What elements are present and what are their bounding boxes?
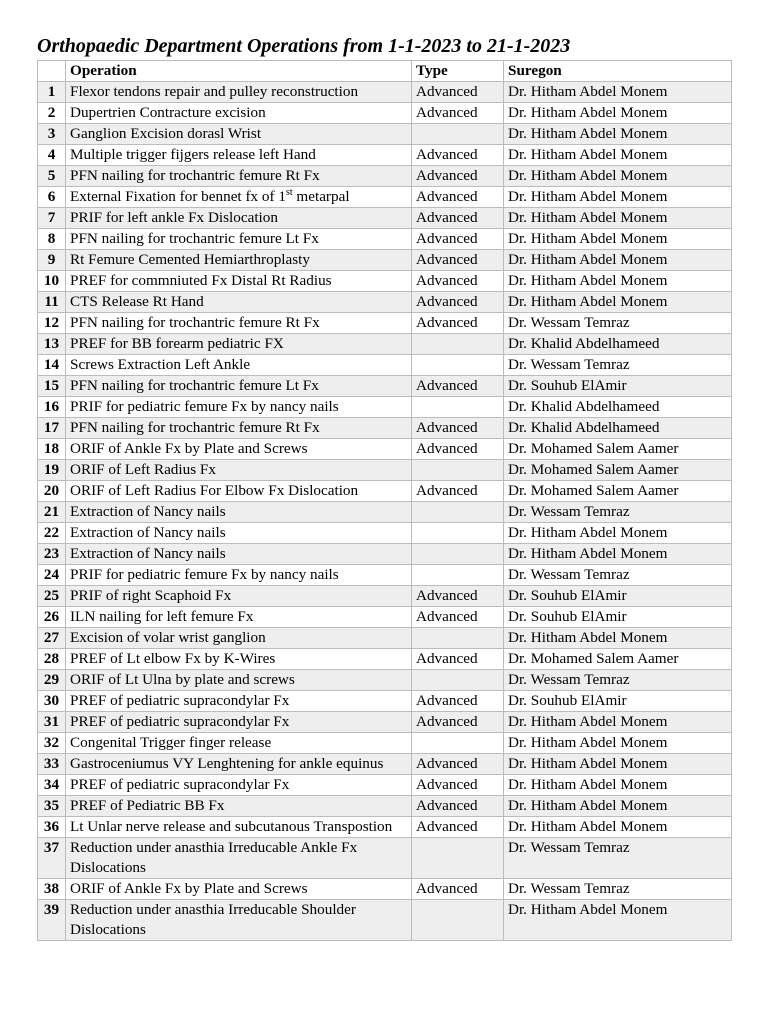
table-row xyxy=(38,271,732,292)
surgeon-cell: Dr. Mohamed Salem Aamer xyxy=(504,481,732,502)
surgeon-cell: Dr. Wessam Temraz xyxy=(504,670,732,691)
operation-cell: Dupertrien Contracture excision xyxy=(66,103,412,124)
row-number: 27 xyxy=(38,628,66,649)
operation-cell: PFN nailing for trochantric femure Lt Fx xyxy=(66,376,412,397)
row-number: 25 xyxy=(38,586,66,607)
surgeon-cell: Dr. Hitham Abdel Monem xyxy=(504,733,732,754)
operation-cell: Flexor tendons repair and pulley reconstruction xyxy=(66,82,412,103)
row-number: 4 xyxy=(38,145,66,166)
type-cell: Advanced xyxy=(412,145,504,166)
operation-cell: PREF of Pediatric BB Fx xyxy=(66,796,412,817)
operation-text: External Fixation for bennet fx of 1 xyxy=(70,188,286,205)
surgeon-cell: Dr. Mohamed Salem Aamer xyxy=(504,649,732,670)
operation-cell: Congenital Trigger finger release xyxy=(66,733,412,754)
header-operation: Operation xyxy=(66,61,412,82)
table-row xyxy=(38,754,732,775)
surgeon-cell: Dr. Hitham Abdel Monem xyxy=(504,166,732,187)
type-cell xyxy=(412,397,504,418)
table-row xyxy=(38,586,732,607)
type-cell: Advanced xyxy=(412,418,504,439)
row-number: 7 xyxy=(38,208,66,229)
operation-cell: PREF for commniuted Fx Distal Rt Radius xyxy=(66,271,412,292)
table-row xyxy=(38,397,732,418)
operation-cell: ILN nailing for left femure Fx xyxy=(66,607,412,628)
operation-cell: PREF of pediatric supracondylar Fx xyxy=(66,691,412,712)
row-number: 28 xyxy=(38,649,66,670)
page-title: Orthopaedic Department Operations from 1-1-2023 to 21-1-2023 xyxy=(37,35,571,57)
type-cell xyxy=(412,900,504,941)
table-row xyxy=(38,124,732,145)
table-body xyxy=(38,82,732,941)
row-number: 2 xyxy=(38,103,66,124)
type-cell: Advanced xyxy=(412,229,504,250)
row-number: 34 xyxy=(38,775,66,796)
type-cell xyxy=(412,334,504,355)
surgeon-cell: Dr. Hitham Abdel Monem xyxy=(504,712,732,733)
table-row xyxy=(38,460,732,481)
surgeon-cell: Dr. Hitham Abdel Monem xyxy=(504,250,732,271)
row-number: 38 xyxy=(38,879,66,900)
row-number: 6 xyxy=(38,187,66,208)
type-cell: Advanced xyxy=(412,82,504,103)
operation-cell: Extraction of Nancy nails xyxy=(66,502,412,523)
surgeon-cell: Dr. Souhub ElAmir xyxy=(504,691,732,712)
operation-cell: Excision of volar wrist ganglion xyxy=(66,628,412,649)
table-row xyxy=(38,817,732,838)
type-cell xyxy=(412,355,504,376)
type-cell: Advanced xyxy=(412,187,504,208)
table-row xyxy=(38,292,732,313)
table-row xyxy=(38,502,732,523)
row-number: 1 xyxy=(38,82,66,103)
operation-cell: PRIF of right Scaphoid Fx xyxy=(66,586,412,607)
surgeon-cell: Dr. Hitham Abdel Monem xyxy=(504,271,732,292)
row-number: 23 xyxy=(38,544,66,565)
row-number: 18 xyxy=(38,439,66,460)
operation-cell xyxy=(66,187,412,208)
table-row xyxy=(38,439,732,460)
surgeon-cell: Dr. Wessam Temraz xyxy=(504,502,732,523)
table-row xyxy=(38,229,732,250)
type-cell xyxy=(412,523,504,544)
row-number: 29 xyxy=(38,670,66,691)
surgeon-cell: Dr. Hitham Abdel Monem xyxy=(504,796,732,817)
row-number: 39 xyxy=(38,900,66,941)
operation-cell: Extraction of Nancy nails xyxy=(66,544,412,565)
table-row xyxy=(38,166,732,187)
surgeon-cell: Dr. Hitham Abdel Monem xyxy=(504,775,732,796)
table-row xyxy=(38,900,732,941)
surgeon-cell: Dr. Souhub ElAmir xyxy=(504,376,732,397)
header-surgeon: Suregon xyxy=(504,61,732,82)
surgeon-cell: Dr. Hitham Abdel Monem xyxy=(504,754,732,775)
operation-cell: PREF of pediatric supracondylar Fx xyxy=(66,712,412,733)
type-cell xyxy=(412,670,504,691)
table-row xyxy=(38,628,732,649)
type-cell: Advanced xyxy=(412,586,504,607)
row-number: 24 xyxy=(38,565,66,586)
operation-cell: PRIF for left ankle Fx Dislocation xyxy=(66,208,412,229)
table-row xyxy=(38,250,732,271)
operation-cell: Extraction of Nancy nails xyxy=(66,523,412,544)
type-cell xyxy=(412,838,504,879)
table-row xyxy=(38,565,732,586)
type-cell: Advanced xyxy=(412,439,504,460)
type-cell: Advanced xyxy=(412,103,504,124)
surgeon-cell: Dr. Hitham Abdel Monem xyxy=(504,208,732,229)
row-number: 21 xyxy=(38,502,66,523)
type-cell: Advanced xyxy=(412,250,504,271)
operation-cell: PREF for BB forearm pediatric FX xyxy=(66,334,412,355)
operation-cell: ORIF of Left Radius For Elbow Fx Dislocation xyxy=(66,481,412,502)
type-cell xyxy=(412,544,504,565)
row-number: 8 xyxy=(38,229,66,250)
table-row xyxy=(38,376,732,397)
row-number: 16 xyxy=(38,397,66,418)
table-row xyxy=(38,879,732,900)
surgeon-cell: Dr. Hitham Abdel Monem xyxy=(504,523,732,544)
row-number: 5 xyxy=(38,166,66,187)
table-row xyxy=(38,607,732,628)
surgeon-cell: Dr. Souhub ElAmir xyxy=(504,607,732,628)
surgeon-cell: Dr. Khalid Abdelhameed xyxy=(504,418,732,439)
table-row xyxy=(38,775,732,796)
row-number: 19 xyxy=(38,460,66,481)
header-row xyxy=(38,61,732,82)
type-cell: Advanced xyxy=(412,481,504,502)
operation-cell: ORIF of Lt Ulna by plate and screws xyxy=(66,670,412,691)
table-row xyxy=(38,208,732,229)
type-cell: Advanced xyxy=(412,712,504,733)
type-cell: Advanced xyxy=(412,817,504,838)
table-row xyxy=(38,691,732,712)
surgeon-cell: Dr. Khalid Abdelhameed xyxy=(504,334,732,355)
operation-cell: PFN nailing for trochantric femure Rt Fx xyxy=(66,313,412,334)
row-number: 14 xyxy=(38,355,66,376)
operation-cell: Reduction under anasthia Irreducable Ankle Fx Dislocations xyxy=(66,838,412,879)
type-cell xyxy=(412,565,504,586)
operation-cell: Multiple trigger fijgers release left Hand xyxy=(66,145,412,166)
type-cell: Advanced xyxy=(412,376,504,397)
row-number: 33 xyxy=(38,754,66,775)
type-cell: Advanced xyxy=(412,271,504,292)
operations-table xyxy=(37,60,732,941)
row-number: 26 xyxy=(38,607,66,628)
type-cell xyxy=(412,628,504,649)
type-cell xyxy=(412,460,504,481)
surgeon-cell: Dr. Hitham Abdel Monem xyxy=(504,124,732,145)
operation-cell: PFN nailing for trochantric femure Lt Fx xyxy=(66,229,412,250)
surgeon-cell: Dr. Hitham Abdel Monem xyxy=(504,544,732,565)
row-number: 30 xyxy=(38,691,66,712)
type-cell: Advanced xyxy=(412,649,504,670)
row-number: 17 xyxy=(38,418,66,439)
operation-cell: PRIF for pediatric femure Fx by nancy nails xyxy=(66,397,412,418)
type-cell: Advanced xyxy=(412,754,504,775)
type-cell: Advanced xyxy=(412,775,504,796)
table-row xyxy=(38,82,732,103)
table-row xyxy=(38,523,732,544)
table-row xyxy=(38,103,732,124)
surgeon-cell: Dr. Mohamed Salem Aamer xyxy=(504,460,732,481)
type-cell: Advanced xyxy=(412,691,504,712)
table-row xyxy=(38,712,732,733)
surgeon-cell: Dr. Hitham Abdel Monem xyxy=(504,900,732,941)
type-cell xyxy=(412,124,504,145)
table-row xyxy=(38,187,732,208)
surgeon-cell: Dr. Hitham Abdel Monem xyxy=(504,145,732,166)
row-number: 15 xyxy=(38,376,66,397)
table-row xyxy=(38,796,732,817)
type-cell: Advanced xyxy=(412,607,504,628)
operation-cell: PRIF for pediatric femure Fx by nancy nails xyxy=(66,565,412,586)
operation-cell: PREF of Lt elbow Fx by K-Wires xyxy=(66,649,412,670)
table-row xyxy=(38,355,732,376)
surgeon-cell: Dr. Wessam Temraz xyxy=(504,355,732,376)
operation-cell: Gastroceniumus VY Lenghtening for ankle equinus xyxy=(66,754,412,775)
surgeon-cell: Dr. Mohamed Salem Aamer xyxy=(504,439,732,460)
row-number: 9 xyxy=(38,250,66,271)
row-number: 22 xyxy=(38,523,66,544)
ordinal-superscript: st xyxy=(285,186,293,198)
surgeon-cell: Dr. Hitham Abdel Monem xyxy=(504,82,732,103)
surgeon-cell: Dr. Hitham Abdel Monem xyxy=(504,292,732,313)
surgeon-cell: Dr. Souhub ElAmir xyxy=(504,586,732,607)
table-row xyxy=(38,313,732,334)
operation-cell: Screws Extraction Left Ankle xyxy=(66,355,412,376)
table-row xyxy=(38,733,732,754)
header-number xyxy=(38,61,66,82)
surgeon-cell: Dr. Wessam Temraz xyxy=(504,838,732,879)
table-row xyxy=(38,544,732,565)
type-cell xyxy=(412,733,504,754)
row-number: 36 xyxy=(38,817,66,838)
table-row xyxy=(38,145,732,166)
table-row xyxy=(38,838,732,879)
operation-text-tail: metarpal xyxy=(292,188,350,205)
row-number: 12 xyxy=(38,313,66,334)
operation-cell: PFN nailing for trochantric femure Rt Fx xyxy=(66,166,412,187)
surgeon-cell: Dr. Wessam Temraz xyxy=(504,565,732,586)
surgeon-cell: Dr. Wessam Temraz xyxy=(504,313,732,334)
type-cell: Advanced xyxy=(412,879,504,900)
operation-cell: ORIF of Left Radius Fx xyxy=(66,460,412,481)
operation-cell: PREF of pediatric supracondylar Fx xyxy=(66,775,412,796)
surgeon-cell: Dr. Khalid Abdelhameed xyxy=(504,397,732,418)
operation-cell: Lt Unlar nerve release and subcutanous Transpostion xyxy=(66,817,412,838)
surgeon-cell: Dr. Hitham Abdel Monem xyxy=(504,187,732,208)
table-row xyxy=(38,334,732,355)
table-row xyxy=(38,418,732,439)
row-number: 37 xyxy=(38,838,66,879)
type-cell: Advanced xyxy=(412,796,504,817)
operation-cell: Reduction under anasthia Irreducable Shoulder Dislocations xyxy=(66,900,412,941)
operation-cell: Rt Femure Cemented Hemiarthroplasty xyxy=(66,250,412,271)
row-number: 13 xyxy=(38,334,66,355)
operation-cell: ORIF of Ankle Fx by Plate and Screws xyxy=(66,879,412,900)
surgeon-cell: Dr. Hitham Abdel Monem xyxy=(504,817,732,838)
surgeon-cell: Dr. Hitham Abdel Monem xyxy=(504,229,732,250)
type-cell xyxy=(412,502,504,523)
type-cell: Advanced xyxy=(412,166,504,187)
surgeon-cell: Dr. Hitham Abdel Monem xyxy=(504,628,732,649)
operation-cell: CTS Release Rt Hand xyxy=(66,292,412,313)
type-cell: Advanced xyxy=(412,313,504,334)
row-number: 31 xyxy=(38,712,66,733)
table-row xyxy=(38,481,732,502)
operation-cell: Ganglion Excision dorasl Wrist xyxy=(66,124,412,145)
table-row xyxy=(38,670,732,691)
header-type: Type xyxy=(412,61,504,82)
row-number: 20 xyxy=(38,481,66,502)
surgeon-cell: Dr. Wessam Temraz xyxy=(504,879,732,900)
row-number: 11 xyxy=(38,292,66,313)
row-number: 10 xyxy=(38,271,66,292)
table-header xyxy=(38,61,732,82)
type-cell: Advanced xyxy=(412,292,504,313)
type-cell: Advanced xyxy=(412,208,504,229)
operation-cell: PFN nailing for trochantric femure Rt Fx xyxy=(66,418,412,439)
table-row xyxy=(38,649,732,670)
row-number: 3 xyxy=(38,124,66,145)
operation-cell: ORIF of Ankle Fx by Plate and Screws xyxy=(66,439,412,460)
row-number: 32 xyxy=(38,733,66,754)
surgeon-cell: Dr. Hitham Abdel Monem xyxy=(504,103,732,124)
row-number: 35 xyxy=(38,796,66,817)
